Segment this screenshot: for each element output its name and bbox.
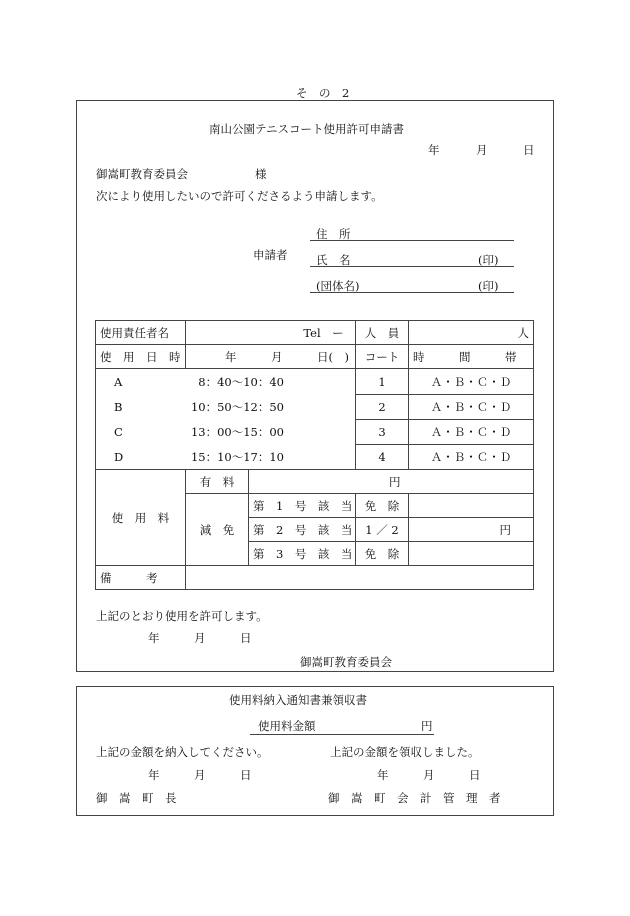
slot-time: 10：50～12：50 (190, 400, 284, 414)
amount-field[interactable] (250, 734, 434, 735)
date-day[interactable]: 日 (523, 143, 535, 157)
people-field[interactable]: 人 (409, 321, 534, 345)
honorific: 様 (255, 167, 267, 181)
slot-code: D (114, 449, 124, 464)
slot-row (96, 395, 356, 420)
paid-label: 有 料 (186, 470, 249, 494)
received-text: 上記の金額を領収しました。 (330, 745, 480, 759)
people-label: 人 員 (356, 321, 409, 345)
receipt-date-left[interactable]: 年 月 日 (148, 768, 252, 782)
reduction-amount-field[interactable]: 円 (409, 518, 534, 542)
group-seal-mark: (印) (478, 279, 499, 293)
reduction-label: 減 免 (186, 494, 249, 566)
amount-label: 使用料金額 (258, 719, 316, 733)
paid-amount-field[interactable]: 円 (249, 470, 534, 494)
slot-time: 15：10～17：10 (190, 449, 284, 464)
slot-row (96, 445, 356, 470)
request-text: 次により使用したいので許可くださるよう申請します。 (96, 189, 383, 203)
form-title: 南山公園テニスコート使用許可申請書 (209, 122, 405, 136)
reduction-item: 第 2 号 該 当 (249, 518, 356, 542)
slot-row (96, 369, 356, 395)
slot-row (96, 420, 356, 445)
group-label: (団体名) (316, 279, 360, 293)
slot-code: B (114, 400, 123, 414)
reduction-amount-field[interactable] (409, 494, 534, 518)
receipt-date-right[interactable]: 年 月 日 (377, 768, 481, 782)
time-band-options[interactable]: Ａ・Ｂ・Ｃ・Ｄ (409, 420, 534, 445)
group-field[interactable] (310, 292, 514, 293)
court-number: 3 (356, 420, 409, 445)
reduction-item: 第 1 号 該 当 (249, 494, 356, 518)
remarks-label: 備 考 (96, 566, 186, 590)
remarks-field[interactable] (186, 566, 534, 590)
court-label: コート (356, 345, 409, 369)
page-label: そ の 2 (296, 86, 350, 100)
slot-time: 8：40～10：40 (198, 374, 284, 389)
seal-mark: (印) (478, 253, 499, 267)
fee-label: 使 用 料 (96, 470, 186, 566)
responsible-label: 使用責任者名 (96, 321, 186, 345)
time-label: 時 間 帯 (409, 345, 534, 369)
reduction-result: 免 除 (356, 542, 409, 566)
usage-date-field[interactable]: 年 月 日( ) (186, 345, 356, 369)
address-field[interactable] (310, 240, 514, 241)
usage-date-label: 使 用 日 時 (96, 345, 186, 369)
pay-text: 上記の金額を納入してください。 (96, 745, 269, 759)
signer-left: 御 嵩 町 長 (96, 791, 177, 805)
receipt-title: 使用料納入通知書兼領収書 (229, 693, 367, 707)
permission-text: 上記のとおり使用を許可します。 (96, 609, 268, 623)
issuer: 御嵩町教育委員会 (300, 655, 392, 669)
name-label: 氏 名 (316, 253, 351, 267)
usage-table (95, 320, 534, 590)
date-month[interactable]: 月 (476, 143, 488, 157)
date-year[interactable]: 年 (428, 143, 440, 157)
reduction-result: 1 ／ 2 (356, 518, 409, 542)
court-number: 4 (356, 445, 409, 470)
reduction-item: 第 3 号 該 当 (249, 542, 356, 566)
tel-field[interactable]: Tel ー (186, 321, 356, 345)
time-band-options[interactable]: Ａ・Ｂ・Ｃ・Ｄ (409, 445, 534, 470)
address-label: 住 所 (316, 227, 351, 241)
time-band-options[interactable]: Ａ・Ｂ・Ｃ・Ｄ (409, 395, 534, 420)
time-band-options[interactable]: Ａ・Ｂ・Ｃ・Ｄ (409, 369, 534, 395)
slot-code: C (114, 425, 123, 439)
reduction-result: 免 除 (356, 494, 409, 518)
permission-date[interactable]: 年 月 日 (148, 631, 252, 645)
court-number: 1 (356, 369, 409, 395)
signer-right: 御 嵩 町 会 計 管 理 者 (328, 791, 501, 805)
name-field[interactable] (310, 266, 514, 267)
reduction-amount-field[interactable] (409, 542, 534, 566)
court-number: 2 (356, 395, 409, 420)
applicant-label: 申請者 (253, 248, 288, 262)
addressee: 御嵩町教育委員会 (96, 167, 188, 181)
amount-unit: 円 (421, 719, 433, 733)
slot-time: 13：00～15：00 (190, 425, 284, 439)
slot-code: A (114, 374, 123, 389)
